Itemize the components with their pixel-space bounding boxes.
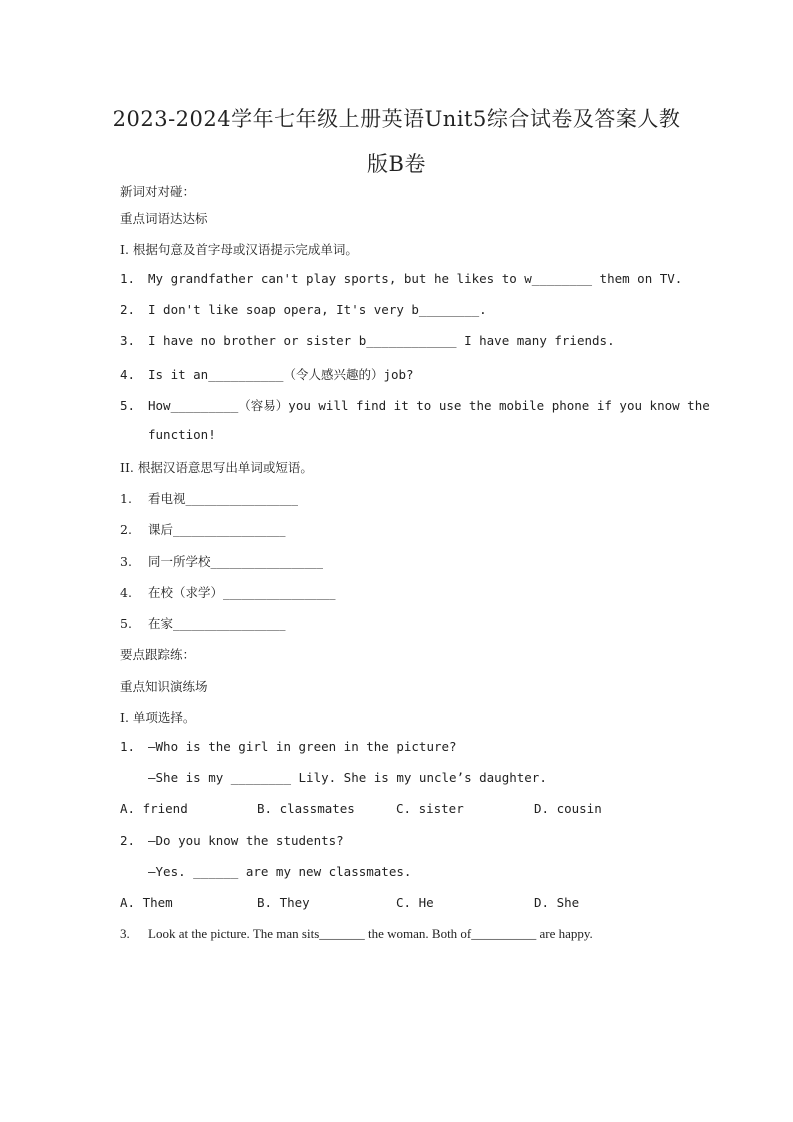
- part1-item-1: [120, 271, 682, 286]
- item-text: Is it an__________（令人感兴趣的）job?: [148, 367, 414, 382]
- part1-item-5-continuation: function!: [148, 427, 216, 442]
- part2-item-2: [120, 520, 286, 538]
- part3-heading: I. 单项选择。: [120, 710, 196, 725]
- section-drill: 重点知识演练场: [120, 679, 208, 694]
- part2-item-4: [120, 583, 336, 601]
- part1-item-5: [120, 396, 710, 414]
- item-text: My grandfather can't play sports, but he likes to w________ them on TV.: [148, 271, 683, 286]
- section-practice: 要点跟踪练：: [120, 647, 196, 662]
- mc-question-2: [120, 833, 344, 848]
- part2-heading: II. 根据汉语意思写出单词或短语。: [120, 460, 313, 475]
- section-key-words: 重点词语达达标: [120, 211, 208, 226]
- item-number: 5.: [120, 398, 136, 413]
- question-line: —Who is the girl in green in the picture?: [148, 739, 457, 754]
- q2-option-d: D. She: [534, 895, 580, 910]
- item-text: 课后__________________: [148, 522, 286, 537]
- part2-item-3: [120, 552, 323, 570]
- item-number: 1.: [120, 271, 136, 286]
- item-number: 4.: [120, 367, 136, 382]
- item-number: 5.: [120, 616, 132, 631]
- item-text: 看电视__________________: [148, 491, 299, 506]
- item-number: 1.: [120, 491, 132, 506]
- item-number: 3.: [120, 554, 132, 569]
- item-number: 3.: [120, 926, 130, 941]
- part1-heading: I. 根据句意及首字母或汉语提示完成单词。: [120, 242, 358, 257]
- item-number: 4.: [120, 585, 132, 600]
- q1-option-d: D. cousin: [534, 801, 602, 816]
- item-text: How_________（容易）you will find it to use the mobile phone if you know the: [148, 398, 710, 413]
- item-text: 同一所学校__________________: [148, 554, 324, 569]
- q1-option-b: B. classmates: [257, 801, 355, 816]
- item-text: I don't like soap opera, It's very b________.: [148, 302, 487, 317]
- section-new-words: 新词对对碰：: [120, 184, 196, 199]
- q1-option-a: A. friend: [120, 801, 188, 816]
- item-number: 2.: [120, 833, 136, 848]
- item-text: 在校（求学）__________________: [148, 585, 336, 600]
- part1-item-3: [120, 333, 615, 348]
- document-title-line-2: 版B卷: [367, 152, 426, 176]
- q2-option-c: C. He: [396, 895, 434, 910]
- q1-option-c: C. sister: [396, 801, 464, 816]
- item-text: 在家__________________: [148, 616, 286, 631]
- item-number: 2.: [120, 522, 132, 537]
- question-line: —Do you know the students?: [148, 833, 344, 848]
- mc-question-3: [120, 926, 593, 942]
- item-number: 1.: [120, 739, 136, 754]
- part2-item-5: [120, 614, 286, 632]
- mc-question-1: [120, 739, 457, 754]
- document-title-line-1: 2023-2024学年七年级上册英语Unit5综合试卷及答案人教: [112, 107, 681, 131]
- item-text: I have no brother or sister b____________ I have many friends.: [148, 333, 615, 348]
- part2-item-1: [120, 489, 298, 507]
- q2-option-a: A. Them: [120, 895, 173, 910]
- item-number: 3.: [120, 333, 136, 348]
- q2-option-b: B. They: [257, 895, 310, 910]
- question-line: Look at the picture. The man sits_______ the woman. Both of__________ are happy.: [148, 926, 593, 941]
- part1-item-4: [120, 365, 414, 383]
- item-number: 2.: [120, 302, 136, 317]
- mc-question-1-line-2: —She is my ________ Lily. She is my uncle’s daughter.: [148, 770, 547, 785]
- mc-question-2-line-2: —Yes. ______ are my new classmates.: [148, 864, 412, 879]
- part1-item-2: [120, 302, 487, 317]
